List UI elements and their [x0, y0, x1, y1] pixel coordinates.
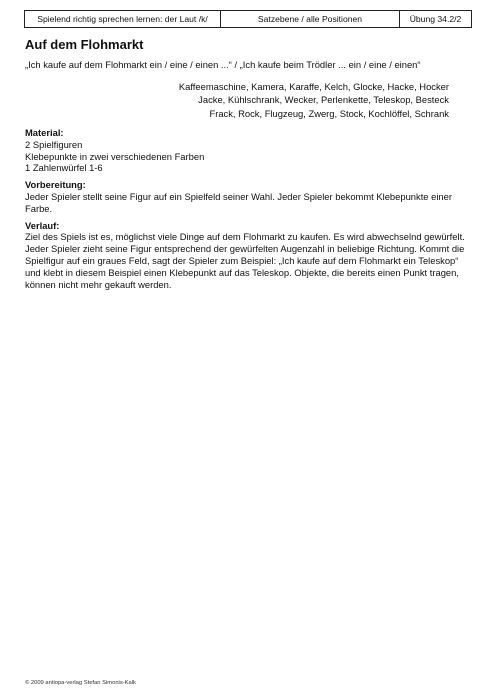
preparation-text: Jeder Spieler stellt seine Figur auf ein Spielfeld seiner Wahl. Jeder Spieler bekommt Klebepunkte einer Farbe. — [25, 190, 452, 214]
header-series-title: Spielend richtig sprechen lernen: der Laut /k/ — [25, 11, 221, 27]
procedure-heading: Verlauf: — [25, 219, 60, 231]
procedure-text: Ziel des Spiels ist es, möglichst viele Dinge auf dem Flohmarkt zu kaufen. Es wird abwechselnd gewürfelt. Jeder Spieler zieht seine Figur entsprechend der gewürfelten Augenzahl in beliebige Richtung. Kommt die Spielfigur auf ein graues Feld, sagt der Spieler zum Beispiel: „Ich kaufe auf dem Flohmarkt ein Teleskop“ und klebt in diesem Beispiel einen Klebepunkt auf das Teleskop. Objekte, die bereits einen Punkt tragen, können nicht mehr gekauft werden. — [25, 231, 465, 290]
sentence-pattern: „Ich kaufe auf dem Flohmarkt ein / eine / einen ...“ / „Ich kaufe beim Trödler ... ein / eine / einen“ — [25, 59, 421, 70]
instructions — [25, 127, 473, 295]
preparation-section — [25, 179, 473, 214]
material-item: 1 Zahlenwürfel 1-6 — [25, 162, 103, 174]
header-level: Satzebene / alle Positionen — [221, 11, 400, 27]
page-title: Auf dem Flohmarkt — [25, 37, 144, 52]
copyright-footer: © 2009 antiopa-verlag Stefan Simonis-Kalk — [25, 680, 136, 686]
material-heading: Material: — [25, 127, 64, 138]
header-exercise-number: Übung 34.2/2 — [409, 14, 462, 24]
header-table — [24, 10, 472, 28]
material-item: 2 Spielfiguren — [25, 138, 83, 150]
material-section — [25, 127, 473, 174]
word-list — [179, 80, 449, 120]
material-item: Klebepunkte in zwei verschiedenen Farben — [25, 150, 205, 162]
word-list-line: Kaffeemaschine, Kamera, Karaffe, Kelch, Glocke, Hacke, Hocker — [178, 81, 449, 92]
word-list-line: Jacke, Kühlschrank, Wecker, Perlenkette, Teleskop, Besteck — [198, 94, 449, 106]
preparation-heading: Vorbereitung: — [25, 179, 86, 191]
word-list-line: Frack, Rock, Flugzeug, Zwerg, Stock, Kochlöffel, Schrank — [209, 107, 449, 119]
procedure-section — [25, 220, 473, 291]
